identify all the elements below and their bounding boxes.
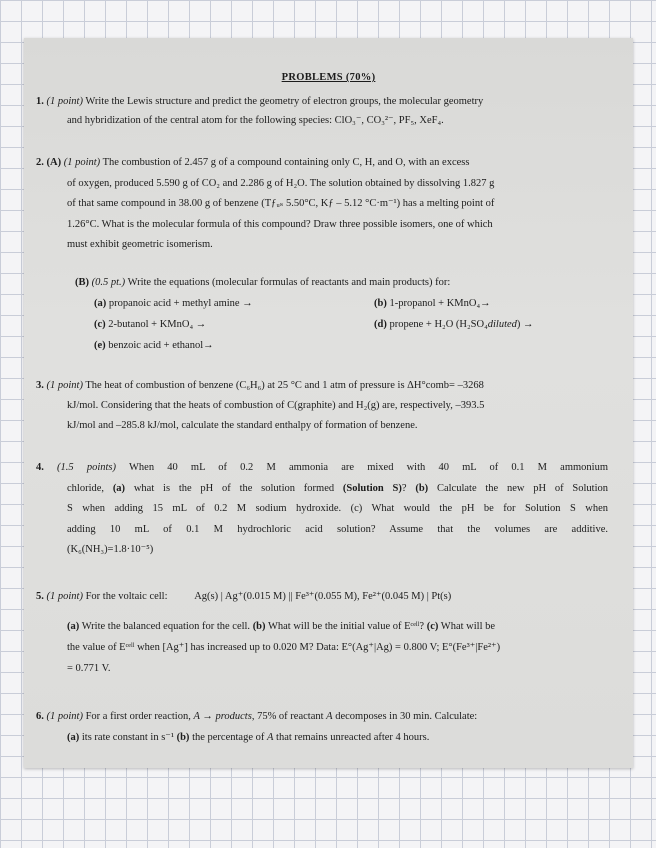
problem-6-reactant-2: A xyxy=(266,732,274,743)
problem-6-reactant: A xyxy=(326,711,333,722)
problem-2 xyxy=(36,153,616,256)
problem-6-text-1c: , 75% of reactant xyxy=(251,711,324,722)
problem-3-line-1 xyxy=(36,376,616,396)
reaction-d-text: propene + H₂O (H₂SO₄ xyxy=(389,319,488,330)
problem-4-qmark: ? xyxy=(401,482,407,494)
problem-6-part-a: (a) xyxy=(67,732,80,743)
problem-5-line-4: = 0.771 V. xyxy=(67,663,111,674)
problem-4-number: 4. xyxy=(36,462,44,473)
problem-6-line-1 xyxy=(36,706,616,727)
problem-4-text-2c: what is the pH of the solution formed xyxy=(133,482,335,494)
problem-6 xyxy=(36,706,616,748)
problem-1-line-1 xyxy=(36,92,616,111)
problem-5-text-a: Write the balanced equation for the cell. xyxy=(81,621,251,632)
problem-6-text-1e: decomposes in 30 min. Calculate: xyxy=(335,711,478,722)
problem-4-text-2a: chloride, xyxy=(67,482,105,494)
problem-1-points: (1 point) xyxy=(46,96,83,107)
reaction-d-end: ) → xyxy=(516,319,534,330)
reaction-d-diluted: diluted xyxy=(487,319,517,330)
reaction-d-label: (d) xyxy=(374,319,387,330)
problem-5-part-a: (a) xyxy=(67,621,80,632)
reaction-b-text: 1-propanol + KMnO₄→ xyxy=(389,298,491,309)
problem-2-part-b xyxy=(36,272,616,356)
problem-1-line-2: and hybridization of the central atom for the following species: ClO₃⁻, CO₃²⁻, PF₅, XeF₄. xyxy=(67,115,444,126)
reaction-b xyxy=(374,293,616,314)
problem-1 xyxy=(36,92,616,130)
problem-2b-text: Write the equations (molecular formulas of reactants and main products) for: xyxy=(127,277,451,288)
problem-6-points: (1 point) xyxy=(46,711,83,722)
problem-5-line-2 xyxy=(36,616,616,637)
problem-1-text-1: Write the Lewis structure and predict the geometry of electron groups, the molecular geometry xyxy=(85,96,484,107)
problem-5-number: 5. xyxy=(36,591,44,602)
reaction-b-label: (b) xyxy=(374,298,387,309)
problem-4-line-3: S when adding 15 mL of 0.2 M sodium hydroxide. (c) What would the pH be for Solution S when xyxy=(67,503,608,514)
problem-2b-label: (B) xyxy=(75,277,89,288)
reaction-a-label: (a) xyxy=(94,298,107,309)
problem-1-number: 1. xyxy=(36,96,44,107)
problem-6-text-f: that remains unreacted after 4 hours. xyxy=(276,732,430,743)
problem-5-points: (1 point) xyxy=(46,591,83,602)
reaction-row-2 xyxy=(36,314,616,335)
problem-3-points: (1 point) xyxy=(46,380,83,391)
problem-3-line-2: kJ/mol. Considering that the heats of combustion of C(graphite) and H₂(g) are, respectively, –393.5 xyxy=(67,400,485,411)
reaction-a xyxy=(36,293,374,314)
reaction-row-1 xyxy=(36,293,616,314)
problem-2-text-1: The combustion of 2.457 g of a compound containing only C, H, and O, with an excess xyxy=(102,157,470,168)
problem-5-text-b: What will be the initial value of Eᶜᵉˡˡ? xyxy=(267,621,425,632)
problem-6-text-b: the percentage of xyxy=(192,732,265,743)
problem-4 xyxy=(36,458,608,561)
problem-3-line-3: kJ/mol and –285.8 kJ/mol, calculate the standard enthalpy of formation of benzene. xyxy=(67,420,418,431)
problem-6-part-b: (b) xyxy=(176,732,190,743)
problem-2-line-3: of that same compound in 38.00 g of benzene (Tƒᵤₛ 5.50°C, Kƒ – 5.12 °C·m⁻¹) has a melting point of xyxy=(67,198,495,209)
problem-4-line-1 xyxy=(36,458,608,479)
problem-6-line-2 xyxy=(36,727,616,748)
problem-2-number: 2. xyxy=(36,157,44,168)
reaction-d xyxy=(374,314,616,335)
problem-2b-intro xyxy=(36,272,616,293)
reaction-row-3 xyxy=(36,335,616,356)
problem-4-part-a: (a) xyxy=(112,482,126,494)
problem-3-number: 3. xyxy=(36,380,44,391)
problem-6-number: 6. xyxy=(36,711,44,722)
problem-4-line-5: (K₆(NH₃)=1.8·10⁻⁵) xyxy=(67,544,154,555)
problem-2-line-5: must exhibit geometric isomerism. xyxy=(67,239,213,250)
voltaic-cell-notation: Ag(s) | Ag⁺(0.015 M) || Fe³⁺(0.055 M), Fe²⁺(0.045 M) | Pt(s) xyxy=(194,591,452,602)
reaction-c-label: (c) xyxy=(94,319,106,330)
problem-6-text-1a: For a first order reaction, xyxy=(85,711,191,722)
problem-5 xyxy=(36,586,616,679)
reaction-e-label: (e) xyxy=(94,340,106,351)
reaction-c xyxy=(36,314,374,335)
reaction-e-text: benzoic acid + ethanol→ xyxy=(108,340,214,351)
problem-4-solution-s: (Solution S) xyxy=(342,482,402,494)
reaction-a-text: propanoic acid + methyl amine → xyxy=(108,298,253,309)
problem-4-points: (1.5 points) xyxy=(57,462,117,473)
problem-2-line-4: 1.26°C. What is the molecular formula of this compound? Draw three possible isomers, one of which xyxy=(67,218,493,230)
problem-4-line-4: adding 10 mL of 0.1 M hydrochloric acid solution? Assume that the volumes are additive. xyxy=(67,523,608,535)
problem-6-reaction: A → products xyxy=(193,711,252,722)
exam-sheet xyxy=(24,38,633,768)
problem-2-line-2: of oxygen, produced 5.590 g of CO₂ and 2.286 g of H₂O. The solution obtained by dissolving 1.827 g xyxy=(67,177,495,189)
problem-2b-points: (0.5 pt.) xyxy=(91,277,126,288)
problem-2-part-a: (A) xyxy=(46,157,62,168)
problem-3 xyxy=(36,376,616,436)
problem-5-text-c: What will be xyxy=(440,621,496,632)
problem-2-line-1 xyxy=(36,153,616,174)
page-title: PROBLEMS (70%) xyxy=(281,72,376,83)
problem-5-line-1 xyxy=(36,586,616,607)
problem-4-text-1: When 40 mL of 0.2 M ammonia are mixed with 40 mL of 0.1 M ammonium xyxy=(129,462,609,473)
problem-4-text-2g: Calculate the new pH of Solution xyxy=(436,482,608,494)
problem-6-text-a: its rate constant in s⁻¹ xyxy=(81,732,174,743)
problem-4-line-2 xyxy=(36,479,608,500)
reaction-e xyxy=(36,335,374,356)
reaction-c-text: 2-butanol + KMnO₄ → xyxy=(108,319,207,330)
problem-2-points: (1 point) xyxy=(63,157,101,168)
problem-4-part-b: (b) xyxy=(415,482,429,494)
problem-3-text-1: The heat of combustion of benzene (C₆H₆) at 25 °C and 1 atm of pressure is ΔH°comb= –3268 xyxy=(85,380,484,391)
problem-5-lead: For the voltaic cell: xyxy=(85,591,168,602)
problem-5-part-b: (b) xyxy=(252,621,266,632)
problem-5-part-c: (c) xyxy=(426,621,439,632)
problem-5-line-3: the value of Eᶜᵉˡˡ when [Ag⁺] has increased up to 0.020 M? Data: E°(Ag⁺|Ag) = 0.800 V; E°(Fe³⁺|Fe²⁺) xyxy=(67,642,501,653)
